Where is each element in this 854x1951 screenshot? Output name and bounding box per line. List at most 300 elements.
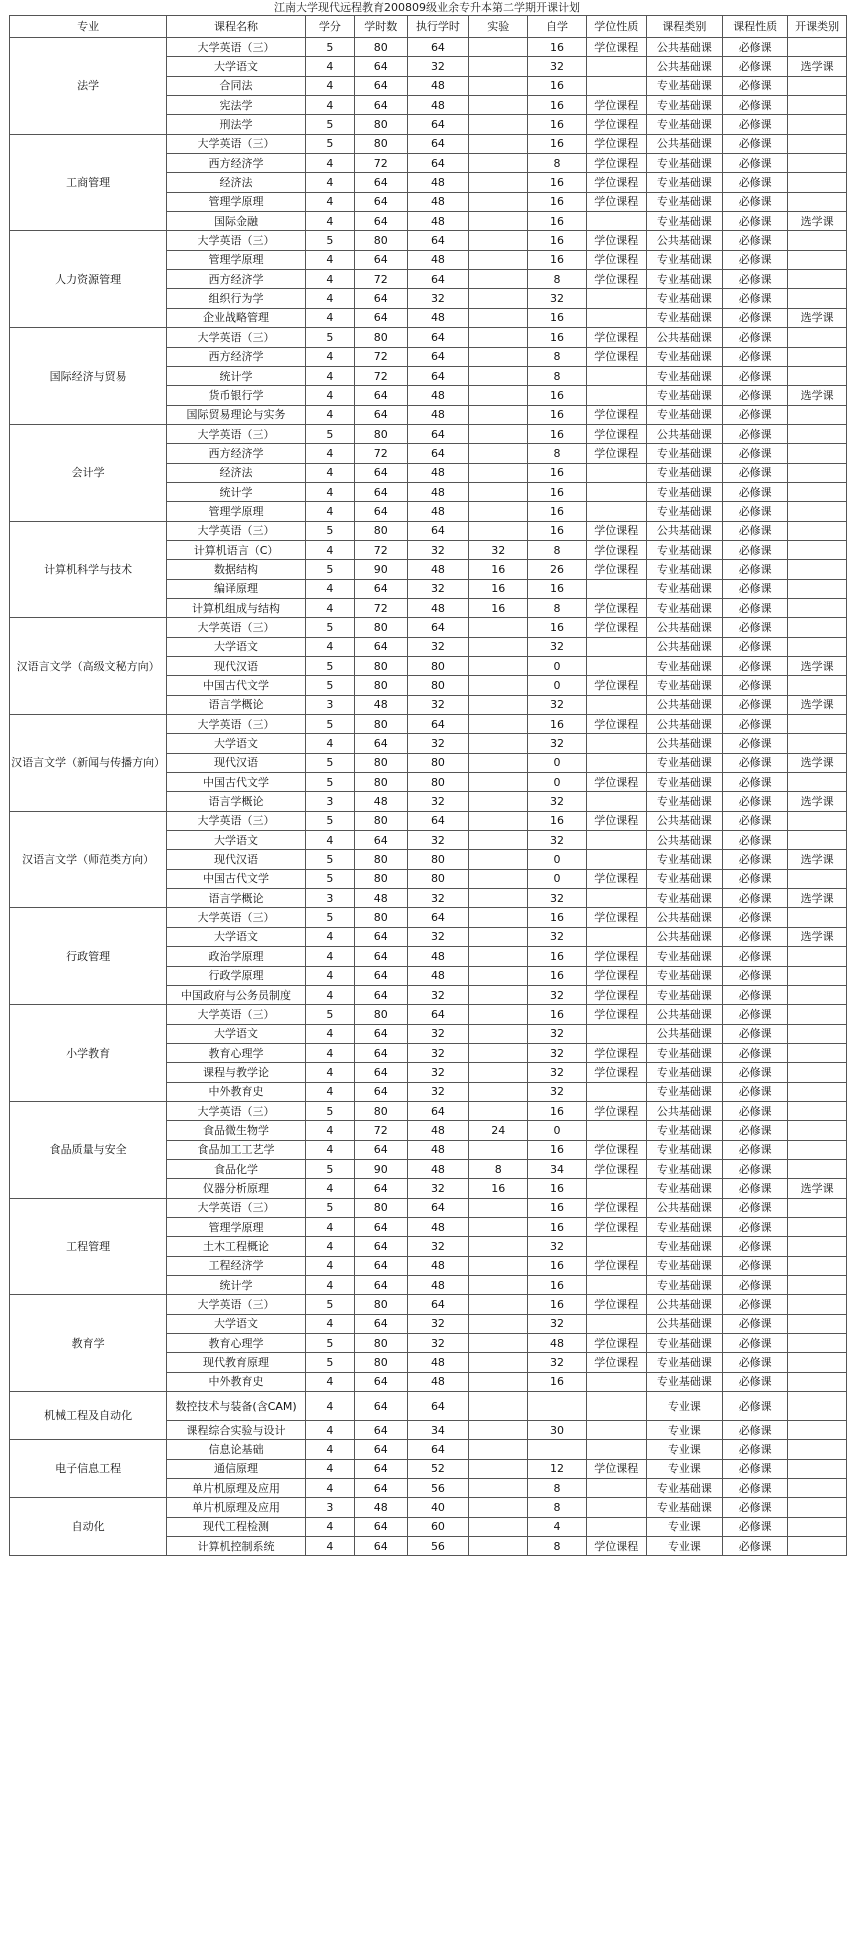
course-nature-cell: 必修课 <box>723 869 788 888</box>
course-name-cell: 货币银行学 <box>167 386 305 405</box>
credits-cell: 4 <box>305 966 354 985</box>
hours-cell: 64 <box>355 1063 407 1082</box>
lab-cell <box>469 1353 528 1372</box>
hours-cell: 64 <box>355 579 407 598</box>
offering-type-cell: 选学课 <box>788 657 847 676</box>
exec-hours-cell: 48 <box>407 386 469 405</box>
credits-cell: 5 <box>305 115 354 134</box>
offering-type-cell: 选学课 <box>788 753 847 772</box>
degree-nature-cell: 学位课程 <box>586 985 646 1004</box>
degree-nature-cell: 学位课程 <box>586 444 646 463</box>
course-name-cell: 现代汉语 <box>167 850 305 869</box>
lab-cell <box>469 1198 528 1217</box>
offering-type-cell <box>788 1517 847 1536</box>
course-nature-cell: 必修课 <box>723 270 788 289</box>
self-study-cell: 32 <box>528 792 587 811</box>
course-category-cell: 公共基础课 <box>646 328 723 347</box>
course-category-cell: 公共基础课 <box>646 1314 723 1333</box>
credits-cell: 5 <box>305 811 354 830</box>
course-nature-cell: 必修课 <box>723 96 788 115</box>
degree-nature-cell: 学位课程 <box>586 1353 646 1372</box>
course-nature-cell: 必修课 <box>723 927 788 946</box>
course-nature-cell: 必修课 <box>723 734 788 753</box>
table-row <box>10 424 847 443</box>
course-nature-cell: 必修课 <box>723 1314 788 1333</box>
course-category-cell: 专业基础课 <box>646 753 723 772</box>
hours-cell: 80 <box>355 328 407 347</box>
lab-cell <box>469 212 528 231</box>
offering-type-cell: 选学课 <box>788 57 847 76</box>
course-nature-cell: 必修课 <box>723 598 788 617</box>
degree-nature-cell <box>586 1392 646 1421</box>
degree-nature-cell: 学位课程 <box>586 811 646 830</box>
lab-cell <box>469 1082 528 1101</box>
lab-cell <box>469 1295 528 1314</box>
course-nature-cell: 必修课 <box>723 1295 788 1314</box>
lab-cell: 16 <box>469 579 528 598</box>
exec-hours-cell: 48 <box>407 947 469 966</box>
credits-cell: 4 <box>305 76 354 95</box>
course-nature-cell: 必修课 <box>723 1440 788 1459</box>
credits-cell: 4 <box>305 347 354 366</box>
exec-hours-cell: 32 <box>407 289 469 308</box>
offering-type-cell <box>788 1198 847 1217</box>
degree-nature-cell <box>586 1372 646 1391</box>
major-cell: 国际经济与贸易 <box>10 328 167 425</box>
course-category-cell: 公共基础课 <box>646 695 723 714</box>
lab-cell <box>469 1140 528 1159</box>
hours-cell: 64 <box>355 250 407 269</box>
exec-hours-cell: 64 <box>407 521 469 540</box>
degree-nature-cell <box>586 212 646 231</box>
lab-cell <box>469 96 528 115</box>
course-name-cell: 大学英语（三） <box>167 1295 305 1314</box>
degree-nature-cell: 学位课程 <box>586 1043 646 1062</box>
degree-nature-cell <box>586 1179 646 1198</box>
course-nature-cell: 必修课 <box>723 540 788 559</box>
course-category-cell: 专业基础课 <box>646 1372 723 1391</box>
course-nature-cell: 必修课 <box>723 57 788 76</box>
hours-cell: 80 <box>355 521 407 540</box>
degree-nature-cell: 学位课程 <box>586 38 646 57</box>
hours-cell: 80 <box>355 115 407 134</box>
self-study-cell: 16 <box>528 173 587 192</box>
credits-cell: 5 <box>305 850 354 869</box>
hours-cell: 90 <box>355 1159 407 1178</box>
exec-hours-cell: 48 <box>407 308 469 327</box>
hours-cell: 64 <box>355 637 407 656</box>
credits-cell: 4 <box>305 173 354 192</box>
exec-hours-cell: 32 <box>407 927 469 946</box>
self-study-cell: 8 <box>528 598 587 617</box>
exec-hours-cell: 48 <box>407 1276 469 1295</box>
degree-nature-cell: 学位课程 <box>586 598 646 617</box>
hours-cell: 72 <box>355 270 407 289</box>
credits-cell: 4 <box>305 212 354 231</box>
degree-nature-cell <box>586 1121 646 1140</box>
course-category-cell: 专业课 <box>646 1459 723 1478</box>
degree-nature-cell: 学位课程 <box>586 773 646 792</box>
course-name-cell: 大学语文 <box>167 927 305 946</box>
table-row <box>10 908 847 927</box>
major-cell: 汉语言文学（师范类方向） <box>10 811 167 908</box>
course-name-cell: 课程综合实验与设计 <box>167 1421 305 1440</box>
credits-cell: 4 <box>305 270 354 289</box>
lab-cell: 16 <box>469 1179 528 1198</box>
course-name-cell: 仪器分析原理 <box>167 1179 305 1198</box>
exec-hours-cell: 56 <box>407 1479 469 1498</box>
course-name-cell: 刑法学 <box>167 115 305 134</box>
self-study-cell <box>528 1392 587 1421</box>
table-row <box>10 1295 847 1314</box>
offering-type-cell <box>788 1440 847 1459</box>
course-name-cell: 通信原理 <box>167 1459 305 1478</box>
self-study-cell: 16 <box>528 212 587 231</box>
exec-hours-cell: 48 <box>407 173 469 192</box>
table-row <box>10 38 847 57</box>
offering-type-cell <box>788 811 847 830</box>
major-cell: 人力资源管理 <box>10 231 167 328</box>
exec-hours-cell: 48 <box>407 598 469 617</box>
course-nature-cell: 必修课 <box>723 173 788 192</box>
degree-nature-cell <box>586 637 646 656</box>
degree-nature-cell: 学位课程 <box>586 96 646 115</box>
course-nature-cell: 必修课 <box>723 657 788 676</box>
offering-type-cell: 选学课 <box>788 308 847 327</box>
self-study-cell: 8 <box>528 154 587 173</box>
document-title: 江南大学现代远程教育200809级业余专升本第二学期开课计划 <box>274 1 580 14</box>
hours-cell: 64 <box>355 1440 407 1459</box>
course-name-cell: 计算机语言（C） <box>167 540 305 559</box>
course-nature-cell: 必修课 <box>723 250 788 269</box>
self-study-cell: 0 <box>528 850 587 869</box>
lab-cell <box>469 115 528 134</box>
exec-hours-cell: 32 <box>407 1063 469 1082</box>
self-study-cell: 16 <box>528 115 587 134</box>
self-study-cell: 16 <box>528 328 587 347</box>
exec-hours-cell: 32 <box>407 57 469 76</box>
hours-cell: 80 <box>355 1334 407 1353</box>
course-nature-cell: 必修课 <box>723 289 788 308</box>
hours-cell: 48 <box>355 792 407 811</box>
credits-cell: 5 <box>305 38 354 57</box>
lab-cell <box>469 521 528 540</box>
course-name-cell: 土木工程概论 <box>167 1237 305 1256</box>
hours-cell: 64 <box>355 1140 407 1159</box>
course-name-cell: 现代教育原理 <box>167 1353 305 1372</box>
major-cell: 食品质量与安全 <box>10 1101 167 1198</box>
hours-cell: 64 <box>355 1217 407 1236</box>
course-name-cell: 中外教育史 <box>167 1082 305 1101</box>
degree-nature-cell: 学位课程 <box>586 1295 646 1314</box>
credits-cell: 4 <box>305 308 354 327</box>
credits-cell: 4 <box>305 985 354 1004</box>
hours-cell: 64 <box>355 1256 407 1275</box>
exec-hours-cell: 32 <box>407 637 469 656</box>
self-study-cell: 12 <box>528 1459 587 1478</box>
exec-hours-cell: 40 <box>407 1498 469 1517</box>
self-study-cell: 32 <box>528 637 587 656</box>
credits-cell: 5 <box>305 1159 354 1178</box>
course-name-cell: 食品化学 <box>167 1159 305 1178</box>
self-study-cell: 32 <box>528 831 587 850</box>
lab-cell <box>469 1256 528 1275</box>
course-category-cell: 公共基础课 <box>646 521 723 540</box>
offering-type-cell <box>788 715 847 734</box>
offering-type-cell <box>788 1217 847 1236</box>
credits-cell: 5 <box>305 773 354 792</box>
exec-hours-cell: 48 <box>407 250 469 269</box>
exec-hours-cell: 64 <box>407 811 469 830</box>
course-name-cell: 食品微生物学 <box>167 1121 305 1140</box>
credits-cell: 4 <box>305 482 354 501</box>
credits-cell: 3 <box>305 695 354 714</box>
exec-hours-cell: 80 <box>407 657 469 676</box>
lab-cell <box>469 173 528 192</box>
credits-cell: 5 <box>305 328 354 347</box>
self-study-cell: 16 <box>528 231 587 250</box>
credits-cell: 4 <box>305 405 354 424</box>
course-category-cell: 专业基础课 <box>646 347 723 366</box>
course-category-cell: 专业基础课 <box>646 1334 723 1353</box>
degree-nature-cell <box>586 1024 646 1043</box>
hours-cell: 64 <box>355 173 407 192</box>
self-study-cell: 16 <box>528 618 587 637</box>
lab-cell <box>469 618 528 637</box>
self-study-cell: 16 <box>528 502 587 521</box>
course-nature-cell: 必修课 <box>723 212 788 231</box>
exec-hours-cell: 60 <box>407 1517 469 1536</box>
course-category-cell: 公共基础课 <box>646 38 723 57</box>
degree-nature-cell: 学位课程 <box>586 1101 646 1120</box>
course-name-cell: 大学英语（三） <box>167 715 305 734</box>
exec-hours-cell: 64 <box>407 1198 469 1217</box>
offering-type-cell <box>788 598 847 617</box>
self-study-cell: 16 <box>528 1140 587 1159</box>
credits-cell: 4 <box>305 1276 354 1295</box>
course-nature-cell: 必修课 <box>723 1159 788 1178</box>
course-name-cell: 单片机原理及应用 <box>167 1479 305 1498</box>
credits-cell: 4 <box>305 192 354 211</box>
credits-cell: 4 <box>305 1043 354 1062</box>
self-study-cell: 16 <box>528 482 587 501</box>
credits-cell: 5 <box>305 1101 354 1120</box>
lab-cell <box>469 869 528 888</box>
credits-cell: 5 <box>305 1353 354 1372</box>
exec-hours-cell: 48 <box>407 463 469 482</box>
course-nature-cell: 必修课 <box>723 1353 788 1372</box>
course-category-cell: 公共基础课 <box>646 424 723 443</box>
lab-cell <box>469 76 528 95</box>
course-category-cell: 专业基础课 <box>646 869 723 888</box>
course-nature-cell: 必修课 <box>723 1198 788 1217</box>
course-nature-cell: 必修课 <box>723 676 788 695</box>
offering-type-cell <box>788 154 847 173</box>
credits-cell: 4 <box>305 1392 354 1421</box>
major-cell: 工程管理 <box>10 1198 167 1295</box>
hours-cell: 64 <box>355 966 407 985</box>
self-study-cell: 26 <box>528 560 587 579</box>
offering-type-cell <box>788 560 847 579</box>
degree-nature-cell <box>586 753 646 772</box>
course-nature-cell: 必修课 <box>723 1005 788 1024</box>
offering-type-cell <box>788 1082 847 1101</box>
course-category-cell: 公共基础课 <box>646 134 723 153</box>
course-name-cell: 企业战略管理 <box>167 308 305 327</box>
course-nature-cell: 必修课 <box>723 560 788 579</box>
course-category-cell: 专业基础课 <box>646 1140 723 1159</box>
course-category-cell: 公共基础课 <box>646 908 723 927</box>
hours-cell: 64 <box>355 76 407 95</box>
course-category-cell: 公共基础课 <box>646 1101 723 1120</box>
credits-cell: 4 <box>305 1314 354 1333</box>
self-study-cell: 8 <box>528 347 587 366</box>
self-study-cell: 16 <box>528 966 587 985</box>
course-nature-cell: 必修课 <box>723 831 788 850</box>
course-name-cell: 行政学原理 <box>167 966 305 985</box>
hours-cell: 80 <box>355 1198 407 1217</box>
degree-nature-cell: 学位课程 <box>586 347 646 366</box>
hours-cell: 80 <box>355 753 407 772</box>
exec-hours-cell: 64 <box>407 1005 469 1024</box>
hours-cell: 80 <box>355 908 407 927</box>
self-study-cell: 16 <box>528 1276 587 1295</box>
degree-nature-cell: 学位课程 <box>586 250 646 269</box>
hours-cell: 64 <box>355 405 407 424</box>
major-cell: 工商管理 <box>10 134 167 231</box>
course-category-cell: 专业基础课 <box>646 115 723 134</box>
exec-hours-cell: 48 <box>407 1256 469 1275</box>
degree-nature-cell: 学位课程 <box>586 115 646 134</box>
exec-hours-cell: 64 <box>407 618 469 637</box>
course-name-cell: 大学英语（三） <box>167 231 305 250</box>
hours-cell: 72 <box>355 444 407 463</box>
credits-cell: 4 <box>305 1179 354 1198</box>
credits-cell: 4 <box>305 250 354 269</box>
hours-cell: 64 <box>355 1459 407 1478</box>
course-category-cell: 专业基础课 <box>646 463 723 482</box>
credits-cell: 3 <box>305 1498 354 1517</box>
hours-cell: 64 <box>355 1421 407 1440</box>
lab-cell <box>469 1517 528 1536</box>
offering-type-cell <box>788 424 847 443</box>
exec-hours-cell: 32 <box>407 1334 469 1353</box>
offering-type-cell <box>788 173 847 192</box>
course-name-cell: 大学英语（三） <box>167 521 305 540</box>
credits-cell: 4 <box>305 1140 354 1159</box>
major-cell: 小学教育 <box>10 1005 167 1102</box>
self-study-cell: 32 <box>528 1082 587 1101</box>
hours-cell: 64 <box>355 1537 407 1556</box>
course-category-cell: 专业基础课 <box>646 212 723 231</box>
offering-type-cell <box>788 637 847 656</box>
course-category-cell: 专业基础课 <box>646 676 723 695</box>
lab-cell <box>469 57 528 76</box>
self-study-cell: 0 <box>528 657 587 676</box>
hours-cell: 80 <box>355 1295 407 1314</box>
exec-hours-cell: 48 <box>407 502 469 521</box>
offering-type-cell <box>788 1353 847 1372</box>
course-name-cell: 统计学 <box>167 1276 305 1295</box>
table-row <box>10 521 847 540</box>
course-category-cell: 专业课 <box>646 1392 723 1421</box>
exec-hours-cell: 32 <box>407 695 469 714</box>
exec-hours-cell: 32 <box>407 734 469 753</box>
self-study-cell: 32 <box>528 889 587 908</box>
major-cell: 会计学 <box>10 424 167 521</box>
lab-cell <box>469 1005 528 1024</box>
self-study-cell: 8 <box>528 540 587 559</box>
exec-hours-cell: 32 <box>407 985 469 1004</box>
offering-type-cell <box>788 231 847 250</box>
exec-hours-cell: 64 <box>407 1101 469 1120</box>
lab-cell <box>469 1101 528 1120</box>
self-study-cell: 16 <box>528 908 587 927</box>
exec-hours-cell: 64 <box>407 908 469 927</box>
exec-hours-cell: 64 <box>407 1295 469 1314</box>
course-nature-cell: 必修课 <box>723 618 788 637</box>
exec-hours-cell: 64 <box>407 424 469 443</box>
course-category-cell: 专业基础课 <box>646 1179 723 1198</box>
degree-nature-cell <box>586 1237 646 1256</box>
self-study-cell: 16 <box>528 424 587 443</box>
offering-type-cell <box>788 347 847 366</box>
course-nature-cell: 必修课 <box>723 753 788 772</box>
credits-cell: 4 <box>305 927 354 946</box>
credits-cell: 5 <box>305 869 354 888</box>
offering-type-cell <box>788 908 847 927</box>
header-row <box>10 16 847 38</box>
offering-type-cell <box>788 115 847 134</box>
self-study-cell: 16 <box>528 1198 587 1217</box>
course-category-cell: 公共基础课 <box>646 715 723 734</box>
exec-hours-cell: 64 <box>407 270 469 289</box>
course-name-cell: 中国古代文学 <box>167 773 305 792</box>
hours-cell: 48 <box>355 889 407 908</box>
table-row <box>10 1198 847 1217</box>
degree-nature-cell <box>586 1479 646 1498</box>
credits-cell: 4 <box>305 1082 354 1101</box>
hours-cell: 80 <box>355 1353 407 1372</box>
course-name-cell: 教育心理学 <box>167 1334 305 1353</box>
course-nature-cell: 必修课 <box>723 1517 788 1536</box>
self-study-cell: 8 <box>528 270 587 289</box>
self-study-cell: 16 <box>528 1372 587 1391</box>
credits-cell: 4 <box>305 1459 354 1478</box>
self-study-cell: 16 <box>528 96 587 115</box>
degree-nature-cell <box>586 1082 646 1101</box>
self-study-cell: 32 <box>528 1353 587 1372</box>
offering-type-cell <box>788 521 847 540</box>
exec-hours-cell: 48 <box>407 1121 469 1140</box>
course-name-cell: 大学语文 <box>167 734 305 753</box>
lab-cell <box>469 889 528 908</box>
course-name-cell: 工程经济学 <box>167 1256 305 1275</box>
course-category-cell: 公共基础课 <box>646 811 723 830</box>
course-nature-cell: 必修课 <box>723 1276 788 1295</box>
course-category-cell: 公共基础课 <box>646 57 723 76</box>
exec-hours-cell: 48 <box>407 96 469 115</box>
table-row <box>10 618 847 637</box>
course-category-cell: 公共基础课 <box>646 927 723 946</box>
exec-hours-cell: 52 <box>407 1459 469 1478</box>
self-study-cell: 4 <box>528 1517 587 1536</box>
credits-cell: 3 <box>305 792 354 811</box>
offering-type-cell <box>788 1043 847 1062</box>
degree-nature-cell: 学位课程 <box>586 270 646 289</box>
offering-type-cell <box>788 1498 847 1517</box>
degree-nature-cell: 学位课程 <box>586 947 646 966</box>
